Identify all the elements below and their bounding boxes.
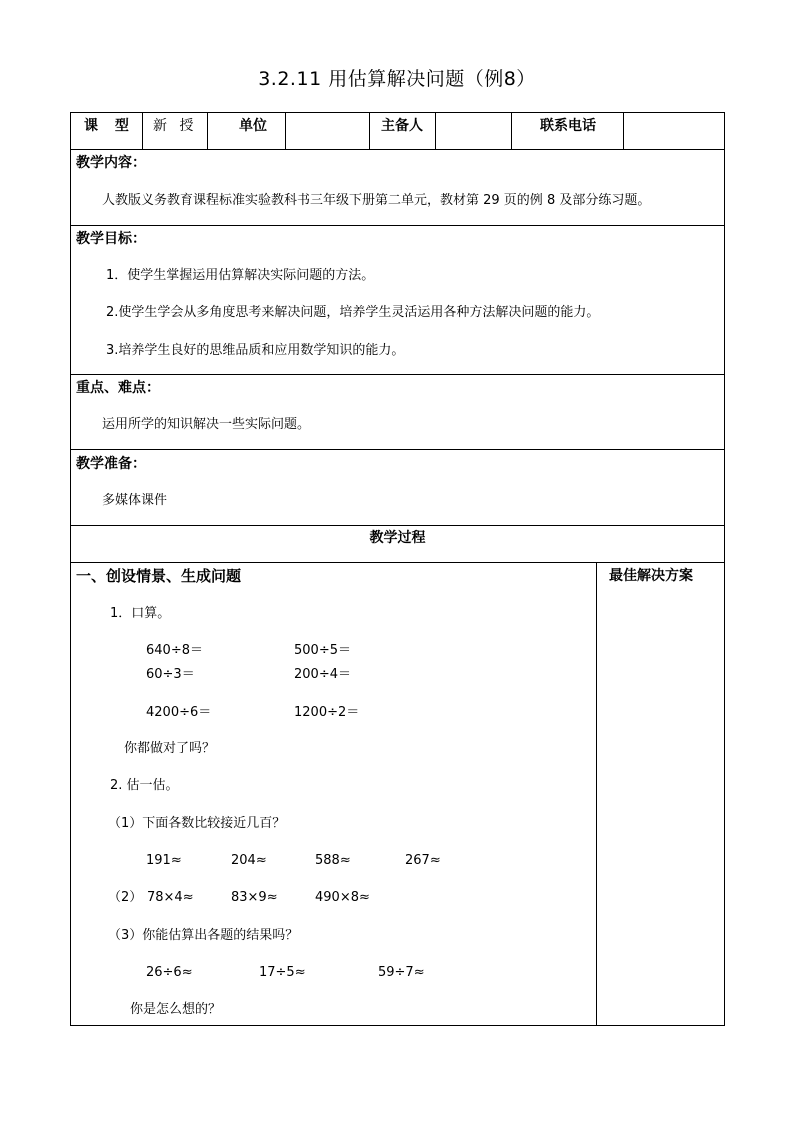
oral-expression: 60÷3＝	[146, 667, 195, 682]
oral-label: 1．口算。	[110, 606, 171, 621]
q2-value: 78×4≈	[147, 890, 194, 905]
type-label: 课 型	[84, 118, 135, 134]
side-heading: 最佳解决方案	[609, 568, 693, 584]
table-divider-keypoints	[70, 449, 725, 450]
goals-heading: 教学目标：	[76, 231, 146, 247]
process-heading: 教学过程	[369, 530, 426, 546]
page-title: 3.2.11 用估算解决问题（例8）	[258, 68, 536, 90]
header-col-divider-7	[623, 112, 624, 150]
q1-value: 588≈	[315, 853, 351, 868]
q2-value: 490×8≈	[315, 890, 370, 905]
preparation-text: 多媒体课件	[102, 493, 168, 508]
q3-label: （3）你能估算出各题的结果吗？	[108, 928, 299, 943]
process-side-divider	[596, 562, 597, 1026]
preparer-label: 主备人	[381, 118, 423, 134]
goal-item: 2.使学生学会从多角度思考来解决问题，培养学生灵活运用各种方法解决问题的能力。	[106, 305, 600, 320]
header-col-divider-6	[511, 112, 512, 150]
table-border-right	[724, 112, 725, 1026]
header-col-divider-2	[207, 112, 208, 150]
q1-value: 191≈	[146, 853, 182, 868]
header-col-divider-3	[285, 112, 286, 150]
oral-expression: 1200÷2＝	[294, 705, 360, 720]
table-border-left	[70, 112, 71, 1026]
q1-label: （1）下面各数比较接近几百？	[108, 816, 286, 831]
q3-value: 26÷6≈	[146, 965, 193, 980]
type-value: 新 授	[153, 118, 198, 134]
oral-expression: 640÷8＝	[146, 643, 203, 658]
q2-prefix: （2）	[108, 890, 143, 905]
preparation-heading: 教学准备：	[76, 456, 146, 472]
table-divider-process	[70, 562, 725, 563]
keypoints-text: 运用所学的知识解决一些实际问题。	[102, 417, 311, 432]
q2-value: 83×9≈	[231, 890, 278, 905]
keypoints-heading: 重点、难点：	[76, 380, 160, 396]
oral-question: 你都做对了吗？	[124, 741, 216, 756]
content-heading: 教学内容：	[76, 155, 146, 171]
content-text: 人教版义务教育课程标准实验教科书三年级下册第二单元，教材第 29 页的例 8 及部分练习题。	[102, 193, 651, 208]
q3-value: 17÷5≈	[259, 965, 306, 980]
table-divider-header	[70, 149, 725, 150]
header-col-divider-5	[435, 112, 436, 150]
q3-question: 你是怎么想的？	[130, 1002, 222, 1017]
header-col-divider-4	[369, 112, 370, 150]
goal-item: 1．使学生掌握运用估算解决实际问题的方法。	[106, 268, 375, 283]
oral-expression: 200÷4＝	[294, 667, 351, 682]
header-col-divider-1	[142, 112, 143, 150]
section-title: 一、创设情景、生成问题	[76, 567, 242, 585]
estimate-label: 2. 估一估。	[110, 778, 179, 793]
q3-value: 59÷7≈	[378, 965, 425, 980]
goal-item: 3.培养学生良好的思维品质和应用数学知识的能力。	[106, 343, 405, 358]
q1-value: 204≈	[231, 853, 267, 868]
table-divider-content	[70, 225, 725, 226]
oral-expression: 4200÷6＝	[146, 705, 212, 720]
q1-value: 267≈	[405, 853, 441, 868]
table-divider-goals	[70, 374, 725, 375]
table-border-bottom	[70, 1025, 725, 1026]
phone-label: 联系电话	[540, 118, 596, 134]
oral-expression: 500÷5＝	[294, 643, 351, 658]
unit-label: 单位	[239, 118, 267, 134]
table-divider-preparation	[70, 525, 725, 526]
table-border-top	[70, 112, 725, 113]
